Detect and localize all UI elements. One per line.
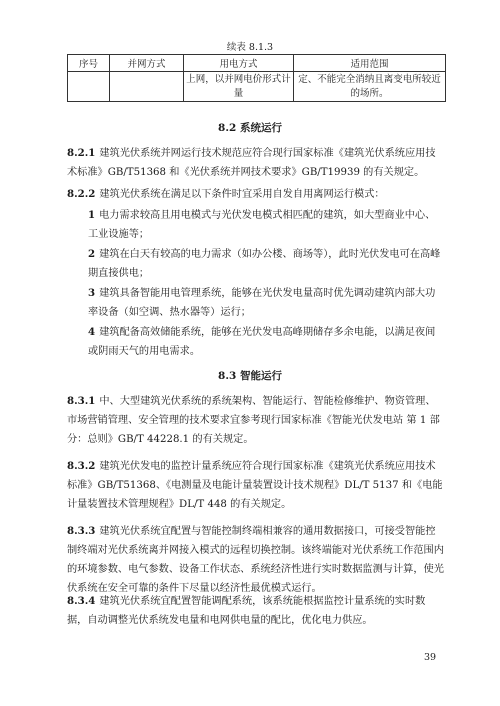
list-item-3 <box>67 284 445 322</box>
item-number: 3 <box>88 287 96 299</box>
clause-text: 建筑光伏发电的监控计量系统应符合现行国家标准《建筑光伏系统应用技术标准》GB/T51368、《电测量及电能计量装置设计技术规程》DL/T 5137 和《电能计量装置技术管理规程》DL/T 448 的有关规定。 <box>67 461 443 510</box>
list-item-4 <box>67 323 445 361</box>
clause-8-3-1 <box>67 392 445 449</box>
list-item-2 <box>67 245 445 283</box>
item-text: 建筑配备高效储能系统，能够在光伏发电高峰期储存多余电能，以满足夜间或阴雨天气的用电需求。 <box>88 327 436 357</box>
clause-8-3-2 <box>67 457 445 514</box>
header-grid-mode: 并网方式 <box>110 55 184 72</box>
clause-text: 建筑光伏系统宜配置与智能控制终端相兼容的通用数据接口，可接受智能控制终端对光伏系统离并网接入模式的远程切换控制。该终端能对光伏系统工作范围内的环境参数、电气参数、设备工作状态、系统经济性进行实时数据监测与计算，使光伏系统在安全可靠的条件下尽量以经济性最优模式运行。 <box>67 526 444 594</box>
clause-number: 8.2.1 <box>67 147 96 159</box>
clause-text: 建筑光伏系统在满足以下条件时宜采用自发自用离网运行模式： <box>99 189 385 200</box>
table-cell: 定、不能完全消纳且离变电所较近的场所。 <box>294 72 446 102</box>
section-heading-8-3: 8.3 智能运行 <box>218 370 282 382</box>
header-usage-mode: 用电方式 <box>184 55 294 72</box>
item-number: 4 <box>88 326 96 338</box>
list-item-1 <box>67 206 445 244</box>
table-row <box>68 72 446 102</box>
item-text: 建筑在白天有较高的电力需求（如办公楼、商场等），此时光伏发电可在高峰期直接供电； <box>88 249 441 279</box>
clause-text: 建筑光伏系统并网运行技术规范应符合现行国家标准《建筑光伏系统应用技术标准》GB/T51368 和《光伏系统并网技术要求》GB/T19939 的有关规定。 <box>67 148 436 178</box>
item-text: 电力需求较高且用电模式与光伏发电模式相匹配的建筑，如大型商业中心、工业设施等； <box>88 210 436 240</box>
continued-table <box>67 54 446 102</box>
header-scope: 适用范围 <box>294 55 446 72</box>
header-seq: 序号 <box>68 55 110 72</box>
clause-number: 8.3.1 <box>67 395 96 407</box>
table-cell <box>68 72 110 102</box>
item-text: 建筑具备智能用电管理系统，能够在光伏发电量高时优先调动建筑内部大功率设备（如空调、热水器等）运行； <box>88 288 436 318</box>
table-caption: 续表 8.1.3 <box>226 42 274 53</box>
clause-number: 8.3.3 <box>67 525 96 537</box>
clause-8-2-2 <box>67 185 445 204</box>
clause-text: 中、大型建筑光伏系统的系统架构、智能运行、智能检修维护、物资管理、市场营销管理、安全管理的技术要求宜参考现行国家标准《智能光伏发电站 第 1 部分：总则》GB/T 44228.1 的有关规定。 <box>67 396 440 445</box>
clause-8-3-3 <box>67 522 445 598</box>
clause-number: 8.2.2 <box>67 188 96 200</box>
table-cell <box>110 72 184 102</box>
item-number: 1 <box>88 209 96 221</box>
item-number: 2 <box>88 248 96 260</box>
section-heading-8-2: 8.2 系统运行 <box>218 122 282 134</box>
clause-number: 8.3.4 <box>67 595 96 607</box>
clause-text: 建筑光伏系统宜配置智能调配系统，该系统能根据监控计量系统的实时数据，自动调整光伏系统发电量和电网供电量的配比，优化电力供应。 <box>67 596 426 626</box>
clause-8-2-1 <box>67 144 445 182</box>
clause-number: 8.3.2 <box>67 460 96 472</box>
table-header-row <box>68 55 446 72</box>
clause-8-3-4 <box>67 592 445 630</box>
page-number: 39 <box>424 652 437 663</box>
table-cell: 上网，以并网电价形式计量 <box>184 72 294 102</box>
